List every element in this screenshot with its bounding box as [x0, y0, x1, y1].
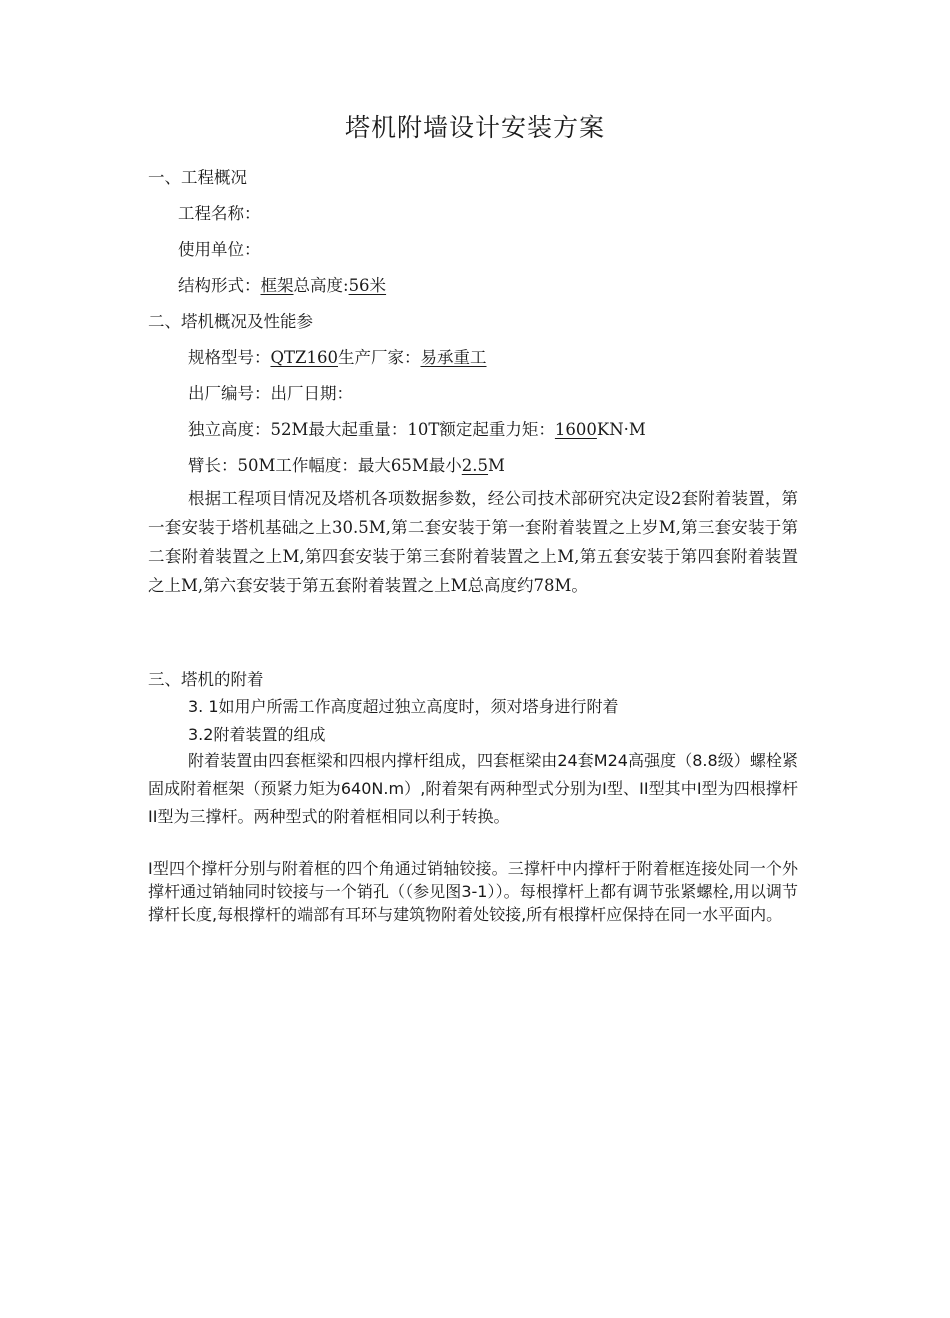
- item-3-1: 3. 1如用户所需工作高度超过独立高度时，须对塔身进行附着: [188, 697, 619, 716]
- section2-heading: 二、塔机概况及性能参: [148, 312, 313, 331]
- maker-value: 易承重工: [420, 348, 487, 367]
- moment-unit: KN·M: [596, 420, 646, 439]
- section1-heading: 一、工程概况: [148, 168, 247, 187]
- arm-line: [188, 452, 505, 476]
- document-title: 塔机附墙设计安装方案: [344, 113, 605, 142]
- moment-value: 1600: [554, 420, 597, 439]
- independent-height-prefix: 独立高度：52M最大起重量：10T额定起重力矩：: [188, 420, 555, 439]
- attachment-plan-paragraph: 根据工程项目情况及塔机各项数据参数，经公司技术部研究决定设2套附着装置，第一套安装于塔机基础之上30.5M,第二套安装于第一套附着装置之上岁M,第三套安装于第二套附着装置之上M,第四套安装于第三套附着装置之上M,第五套安装于第四套附着装置之上M,第六套安装于第五套附着装置之上M总高度约78M。: [148, 489, 798, 595]
- maker-label: 生产厂家：: [338, 348, 421, 367]
- attachment-type-paragraph: Ⅰ型四个撑杆分别与附着框的四个角通过销轴铰接。三撑杆中内撑杆于附着框连接处同一个外撑杆通过销轴同时铰接与一个销孔（（参见图3-1））。每根撑杆上都有调节张紧螺栓,用以调节撑杆长度,每根撑杆的端部有耳环与建筑物附着处铰接,所有根撑杆应保持在同一水平面内。: [148, 859, 798, 924]
- structure-value: 框架: [260, 276, 294, 295]
- item-3-2: 3.2附着装置的组成: [188, 725, 326, 744]
- serial-line: 出厂编号：出厂日期：: [188, 384, 353, 403]
- model-value: QTZ160: [270, 348, 338, 367]
- user-unit-label: 使用单位：: [178, 240, 261, 259]
- min-range-value: 2.5: [461, 456, 489, 475]
- min-range-unit: M: [488, 456, 505, 475]
- height-value: 56米: [348, 276, 387, 295]
- section3-heading: 三、塔机的附着: [148, 670, 264, 689]
- model-label: 规格型号：: [188, 348, 271, 367]
- structure-label: 结构形式：: [178, 276, 261, 295]
- height-label: 总高度:: [293, 276, 349, 295]
- structure-line: [178, 272, 386, 296]
- model-line: [188, 344, 487, 368]
- arm-prefix: 臂长：50M工作幅度：最大65M最小: [188, 456, 462, 475]
- attachment-composition-paragraph: 附着装置由四套框梁和四根内撑杆组成，四套框梁由24套M24高强度（8.8级）螺栓紧固成附着框架（预紧力矩为640N.m）,附着架有两种型式分别为Ⅰ型、II型其中I型为四根撑杆II型为三撑杆。两种型式的附着框相同以利于转换。: [148, 751, 798, 826]
- independent-height-line: [188, 416, 646, 440]
- project-name-label: 工程名称：: [178, 204, 261, 223]
